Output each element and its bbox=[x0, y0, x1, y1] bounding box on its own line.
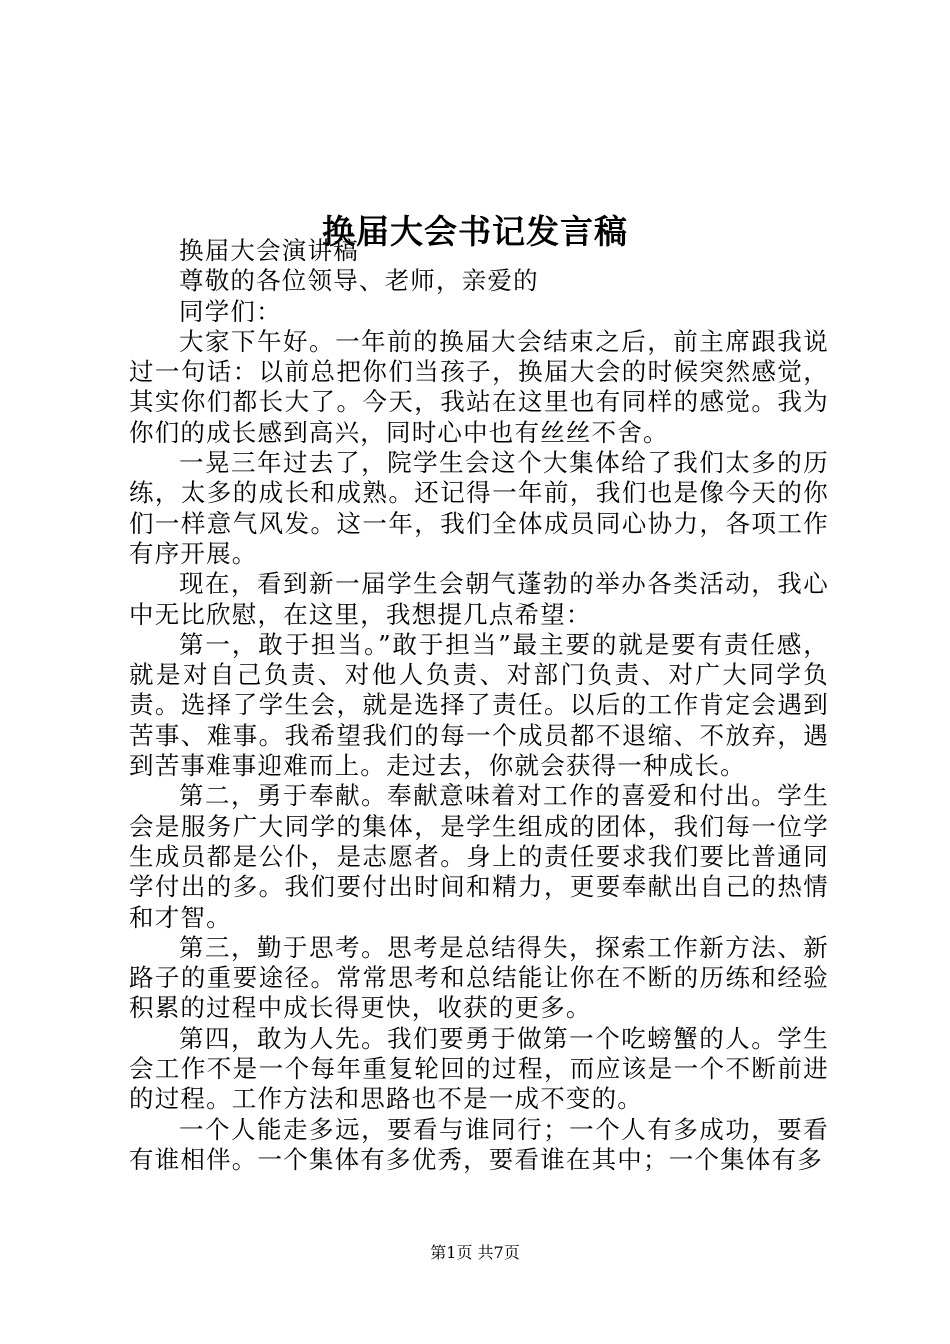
document-body bbox=[129, 236, 829, 1175]
paragraph-salutation-cont: 同学们： bbox=[179, 296, 282, 326]
paragraph-closing: 一个人能走多远，要看与谁同行；一个人有多成功，要看有谁相伴。一个集体有多优秀，要看谁在其中；一个集体有多 bbox=[129, 1114, 829, 1174]
paragraph-salutation: 尊敬的各位领导、老师，亲爱的 bbox=[179, 266, 539, 296]
paragraph-point-1: 第一，敢于担当。”敢于担当”最主要的就是要有责任感，就是对自己负责、对他人负责、对部门负责、对广大同学负责。选择了学生会，就是选择了责任。以后的工作肯定会遇到苦事、难事。我希望我们的每一个成员都不退缩、不放弃，遇到苦事难事迎难而上。走过去，你就会获得一种成长。 bbox=[129, 629, 829, 781]
page-footer: 第1页 共7页 bbox=[430, 1243, 520, 1262]
paragraph-reflection: 一晃三年过去了，院学生会这个大集体给了我们太多的历练，太多的成长和成熟。还记得一年前，我们也是像今天的你们一样意气风发。这一年，我们全体成员同心协力，各项工作有序开展。 bbox=[129, 448, 829, 568]
document-title: 换届大会书记发言稿 bbox=[322, 212, 628, 252]
paragraph-greeting: 大家下午好。一年前的换届大会结束之后，前主席跟我说过一句话：以前总把你们当孩子，换届大会的时候突然感觉，其实你们都长大了。今天，我站在这里也有同样的感觉。我为你们的成长感到高兴，同时心中也有丝丝不舍。 bbox=[129, 326, 829, 447]
paragraph-point-2: 第二，勇于奉献。奉献意味着对工作的喜爱和付出。学生会是服务广大同学的集体，是学生组成的团体，我们每一位学生成员都是公仆，是志愿者。身上的责任要求我们要比普通同学付出的多。我们要付出时间和精力，更要奉献出自己的热情和才智。 bbox=[129, 781, 829, 932]
paragraph-hopes-intro: 现在，看到新一届学生会朝气蓬勃的举办各类活动，我心中无比欣慰，在这里，我想提几点希望： bbox=[129, 569, 829, 629]
paragraph-subtitle: 换届大会演讲稿 bbox=[179, 236, 359, 265]
paragraph-point-4: 第四，敢为人先。我们要勇于做第一个吃螃蟹的人。学生会工作不是一个每年重复轮回的过程，而应该是一个不断前进的过程。工作方法和思路也不是一成不变的。 bbox=[129, 1023, 829, 1114]
paragraph-point-3: 第三，勤于思考。思考是总结得失，探索工作新方法、新路子的重要途径。常常思考和总结能让你在不断的历练和经验积累的过程中成长得更快，收获的更多。 bbox=[129, 932, 829, 1023]
